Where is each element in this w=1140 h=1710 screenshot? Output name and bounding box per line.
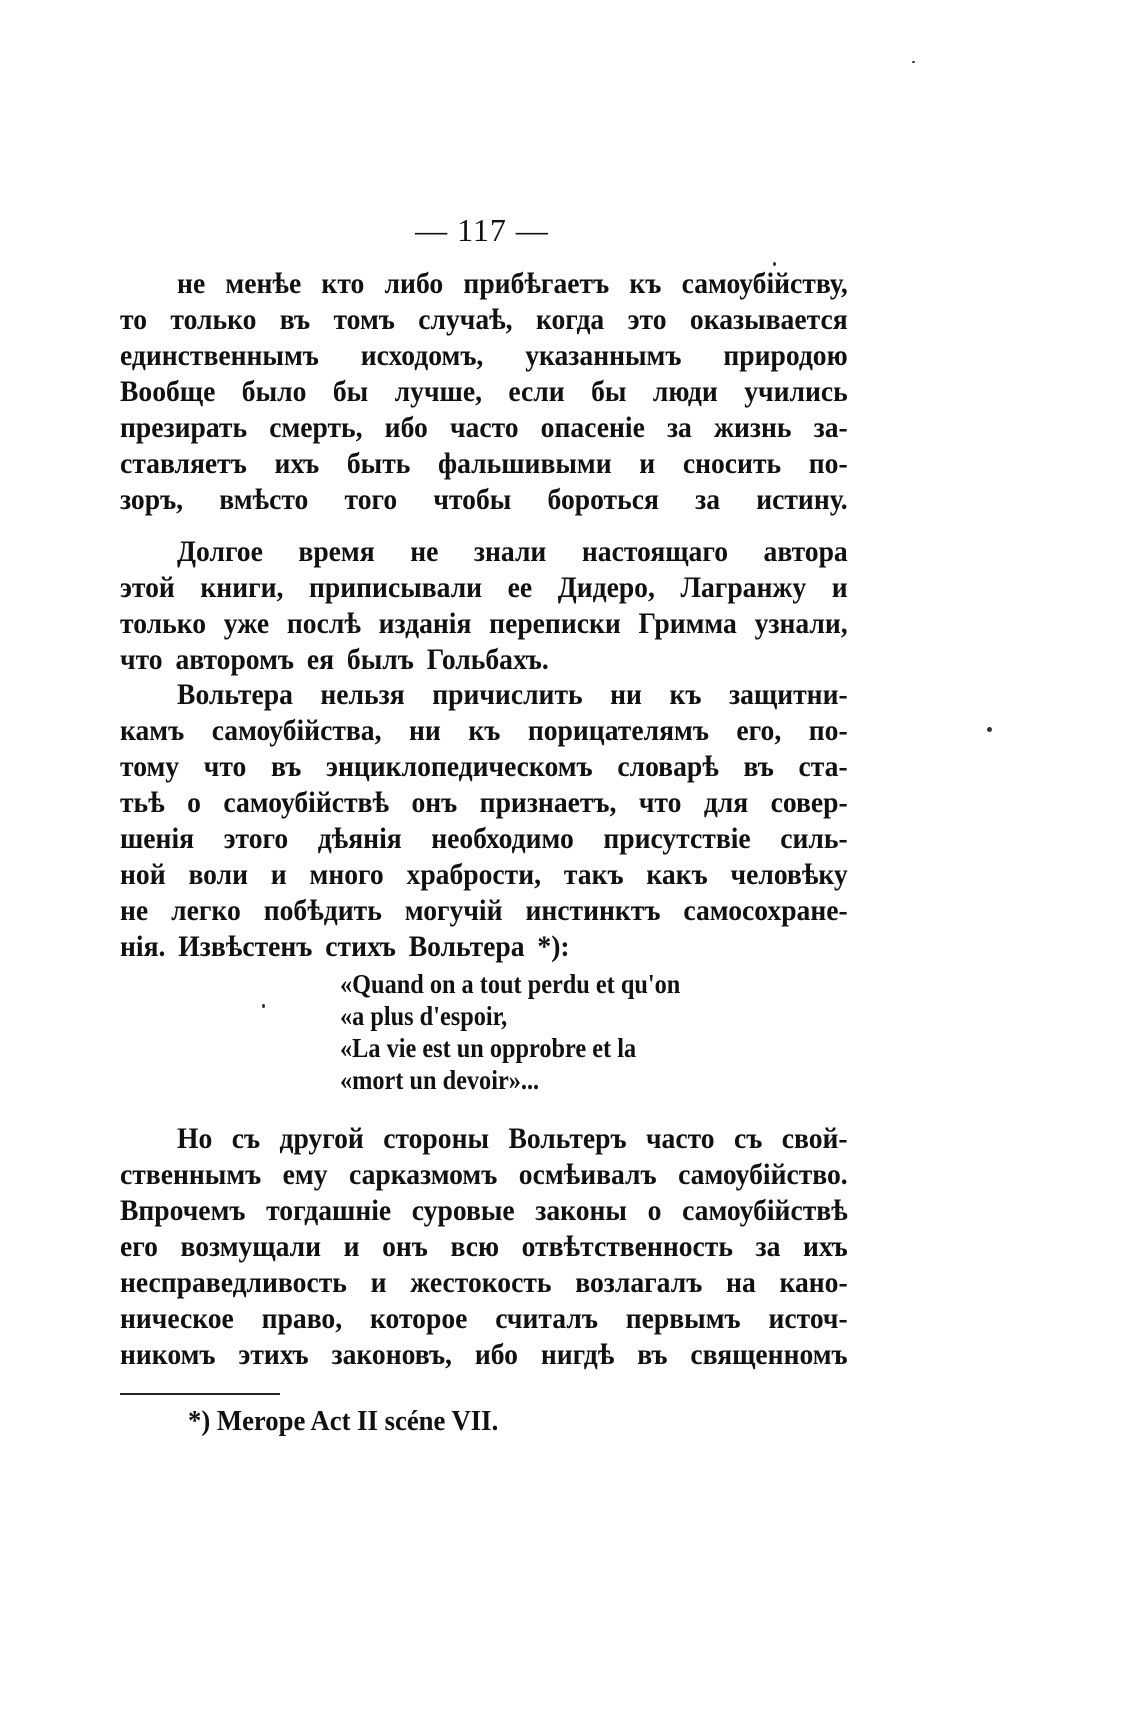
word: къ xyxy=(669,678,702,711)
word: возмущали xyxy=(180,1230,322,1263)
word: тому xyxy=(120,750,180,783)
word: было xyxy=(241,375,307,408)
word: не xyxy=(410,535,439,568)
text-line xyxy=(120,1157,848,1193)
word: тьѣ xyxy=(120,786,165,819)
word: о xyxy=(187,786,201,819)
word: за xyxy=(755,1230,781,1263)
word: что xyxy=(203,750,247,783)
word: тогдашніе xyxy=(266,1194,392,1227)
word: изданія xyxy=(378,607,472,640)
word: настоящаго xyxy=(581,535,729,568)
word: Гольбахъ. xyxy=(426,643,549,676)
text-line xyxy=(120,482,848,518)
text-line xyxy=(120,1193,848,1229)
word: если xyxy=(508,375,565,408)
word: чтобы xyxy=(433,483,512,516)
word: законы xyxy=(535,1194,627,1227)
word: отвѣтственность xyxy=(521,1230,733,1263)
verse-quote xyxy=(340,968,760,1096)
text-line xyxy=(120,534,848,570)
word: этихъ xyxy=(238,1338,309,1371)
word: за xyxy=(695,483,720,516)
word: презирать xyxy=(120,411,248,444)
word: самоубійствѣ xyxy=(682,1194,848,1227)
word: никомъ xyxy=(120,1338,216,1371)
page-number: — 117 — xyxy=(415,212,549,248)
word: стороны xyxy=(383,1122,490,1155)
word: сарказмомъ xyxy=(348,1158,498,1191)
word: самосохране- xyxy=(683,894,848,927)
word: Гримма xyxy=(638,607,737,640)
word: авторомъ xyxy=(175,643,294,676)
word: въ xyxy=(743,750,774,783)
word: опасеніе xyxy=(540,411,645,444)
word: и xyxy=(639,447,656,480)
text-line xyxy=(120,642,848,678)
verse-line: «La vie est un opprobre et la xyxy=(340,1033,637,1063)
word: ста- xyxy=(798,750,848,783)
text-line xyxy=(120,929,848,965)
word: за xyxy=(666,411,692,444)
word: ихъ xyxy=(274,447,320,480)
scan-speck xyxy=(987,727,992,732)
word: шенія xyxy=(120,822,195,855)
word: единственнымъ xyxy=(120,339,319,372)
word: инстинктъ xyxy=(525,894,661,927)
verse-line: «Quand on a tout perdu et qu'on xyxy=(340,969,681,999)
word: смерть, xyxy=(269,411,363,444)
word: по- xyxy=(808,447,848,480)
text-line xyxy=(120,266,848,302)
word: время xyxy=(298,535,375,568)
text-line xyxy=(120,1121,848,1157)
word: Дидеро, xyxy=(557,571,655,604)
word: кано- xyxy=(779,1266,848,1299)
word: самоубійства, xyxy=(211,714,382,747)
text-line xyxy=(120,893,848,929)
word: человѣку xyxy=(730,858,848,891)
word: не xyxy=(120,894,149,927)
word: только xyxy=(170,303,257,336)
word: совер- xyxy=(770,786,848,819)
text-line xyxy=(120,606,848,642)
word: много xyxy=(309,858,384,891)
word: вмѣсто xyxy=(219,483,309,516)
word: побѣдить xyxy=(263,894,382,927)
word: о xyxy=(647,1194,662,1227)
word: къ xyxy=(629,267,662,300)
text-line xyxy=(120,713,848,749)
word: силь- xyxy=(780,822,848,855)
word: узнали, xyxy=(754,607,848,640)
word: Вольтеръ xyxy=(508,1122,627,1155)
word: ибо xyxy=(474,1338,518,1371)
word: лучше, xyxy=(394,375,482,408)
scan-speck xyxy=(262,1004,265,1008)
word: за- xyxy=(813,411,848,444)
word: свой- xyxy=(781,1122,848,1155)
text-line xyxy=(120,1337,848,1373)
text-line xyxy=(120,302,848,338)
word: источ- xyxy=(768,1302,848,1335)
word: томъ xyxy=(333,303,395,336)
word: присутствіе xyxy=(603,822,751,855)
word: стихъ xyxy=(325,930,396,963)
word: и xyxy=(370,1266,387,1299)
word: того xyxy=(344,483,398,516)
paragraph-1 xyxy=(120,266,848,518)
word: послѣ xyxy=(286,607,361,640)
word: быть xyxy=(346,447,411,480)
word: суровые xyxy=(411,1194,515,1227)
word: приписывали xyxy=(308,571,483,604)
word: бы xyxy=(332,375,369,408)
word: съ xyxy=(734,1122,763,1155)
word: признаетъ, xyxy=(479,786,617,819)
word: священномъ xyxy=(690,1338,848,1371)
text-line xyxy=(120,410,848,446)
word: и xyxy=(343,1230,360,1263)
word: Впрочемъ xyxy=(120,1194,246,1227)
word: не xyxy=(177,267,206,300)
word: онъ xyxy=(411,786,458,819)
text-line xyxy=(120,1301,848,1337)
word: ственнымъ xyxy=(120,1158,262,1191)
word: автора xyxy=(763,535,848,568)
word: камъ xyxy=(120,714,185,747)
word: могучій xyxy=(404,894,503,927)
word: энциклопедическомъ xyxy=(326,750,593,783)
word: дѣянія xyxy=(317,822,402,855)
word: бы xyxy=(591,375,627,408)
word: ему xyxy=(282,1158,328,1191)
word: люди xyxy=(652,375,718,408)
word: первымъ xyxy=(625,1302,741,1335)
word: книги, xyxy=(200,571,284,604)
word: и xyxy=(270,858,287,891)
word: только xyxy=(120,607,207,640)
word: часто xyxy=(645,1122,715,1155)
word: Вольтера xyxy=(408,930,525,963)
word: ее xyxy=(507,571,533,604)
word: то xyxy=(120,303,147,336)
word: что xyxy=(638,786,682,819)
text-line xyxy=(120,570,848,606)
word: самоубійство. xyxy=(678,1158,848,1191)
word: сносить xyxy=(682,447,782,480)
word: указаннымъ xyxy=(525,339,682,372)
text-line xyxy=(120,677,848,713)
word: съ xyxy=(231,1122,261,1155)
word: Вольтера xyxy=(177,678,293,711)
word: для xyxy=(703,786,749,819)
word: Но xyxy=(177,1122,213,1155)
verse-line: «mort un devoir»... xyxy=(340,1065,540,1095)
word: ихъ xyxy=(802,1230,848,1263)
word: ставляетъ xyxy=(120,447,247,480)
word: необходимо xyxy=(431,822,574,855)
word: зоръ, xyxy=(120,483,184,516)
text-line xyxy=(120,749,848,785)
word: словарѣ xyxy=(617,750,719,783)
word: учились xyxy=(744,375,848,408)
scan-speck xyxy=(773,262,776,266)
word: прибѣгаетъ xyxy=(463,267,610,300)
word: которое xyxy=(369,1302,468,1335)
word: нельзя xyxy=(320,678,405,711)
word: законовъ, xyxy=(331,1338,452,1371)
word: въ xyxy=(637,1338,668,1371)
word: и xyxy=(831,571,848,604)
word: нигдѣ xyxy=(540,1338,615,1371)
word: уже xyxy=(223,607,270,640)
word: этого xyxy=(223,822,289,855)
paragraph-3 xyxy=(120,677,848,965)
word: ни xyxy=(409,714,441,747)
word: часто xyxy=(449,411,519,444)
word: воли xyxy=(188,858,248,891)
word: причислить xyxy=(432,678,583,711)
word: природою xyxy=(723,339,848,372)
word: по- xyxy=(808,714,848,747)
word: фальшивыми xyxy=(438,447,612,480)
word: это xyxy=(627,303,667,336)
word: считалъ xyxy=(495,1302,598,1335)
word: какъ xyxy=(646,858,708,891)
word: въ xyxy=(271,750,302,783)
word: былъ xyxy=(346,643,414,676)
text-line xyxy=(120,785,848,821)
word: другой xyxy=(279,1122,364,1155)
word: на xyxy=(726,1266,756,1299)
text-line xyxy=(120,857,848,893)
word: нія. xyxy=(120,930,166,963)
paragraph-4 xyxy=(120,1121,848,1373)
word: возлагалъ xyxy=(575,1266,703,1299)
word: знали xyxy=(473,535,547,568)
word: его xyxy=(120,1230,158,1263)
text-line xyxy=(120,1265,848,1301)
word: кто xyxy=(321,267,365,300)
word: бороться xyxy=(547,483,659,516)
word: самоубійствѣ xyxy=(223,786,390,819)
word: что xyxy=(120,643,163,676)
text-line xyxy=(120,338,848,374)
text-line xyxy=(120,446,848,482)
word: несправедливость xyxy=(120,1266,347,1299)
text-line xyxy=(120,374,848,410)
word: переписки xyxy=(489,607,621,640)
text-line xyxy=(120,821,848,857)
word: Долгое xyxy=(177,535,263,568)
footnote: *) Merope Act II scéne VII. xyxy=(188,1405,499,1437)
paragraph-2 xyxy=(120,534,848,678)
word: истину. xyxy=(756,483,848,516)
verse-line: «a plus d'espoir, xyxy=(340,1001,508,1031)
word: ибо xyxy=(384,411,428,444)
word: онъ xyxy=(382,1230,428,1263)
word: менѣе xyxy=(225,267,302,300)
word: ной xyxy=(120,858,166,891)
word: къ xyxy=(468,714,501,747)
word: осмѣивалъ xyxy=(518,1158,657,1191)
word: его, xyxy=(736,714,782,747)
word: Извѣстенъ xyxy=(178,930,313,963)
word: либо xyxy=(384,267,444,300)
word: право, xyxy=(261,1302,343,1335)
word: ея xyxy=(306,643,335,676)
word: когда xyxy=(535,303,605,336)
text-line xyxy=(120,1229,848,1265)
footnote-divider xyxy=(120,1393,280,1395)
word: случаѣ, xyxy=(418,303,513,336)
word: защитни- xyxy=(729,678,848,711)
word: всю xyxy=(450,1230,500,1263)
word: въ xyxy=(279,303,311,336)
word: храбрости, xyxy=(406,858,542,891)
word: исходомъ, xyxy=(360,339,484,372)
word: ни xyxy=(610,678,642,711)
word: Лагранжу xyxy=(680,571,807,604)
word: такъ xyxy=(563,858,624,891)
word: оказывается xyxy=(689,303,848,336)
word: легко xyxy=(171,894,241,927)
scan-speck xyxy=(912,61,915,63)
word: жизнь xyxy=(713,411,792,444)
word: Вообще xyxy=(120,375,216,408)
word: порицателямъ xyxy=(527,714,709,747)
word: *): xyxy=(537,930,570,963)
word: самоубійству, xyxy=(681,267,848,300)
word: этой xyxy=(120,571,175,604)
word: ническое xyxy=(120,1302,234,1335)
word: жестокость xyxy=(410,1266,552,1299)
